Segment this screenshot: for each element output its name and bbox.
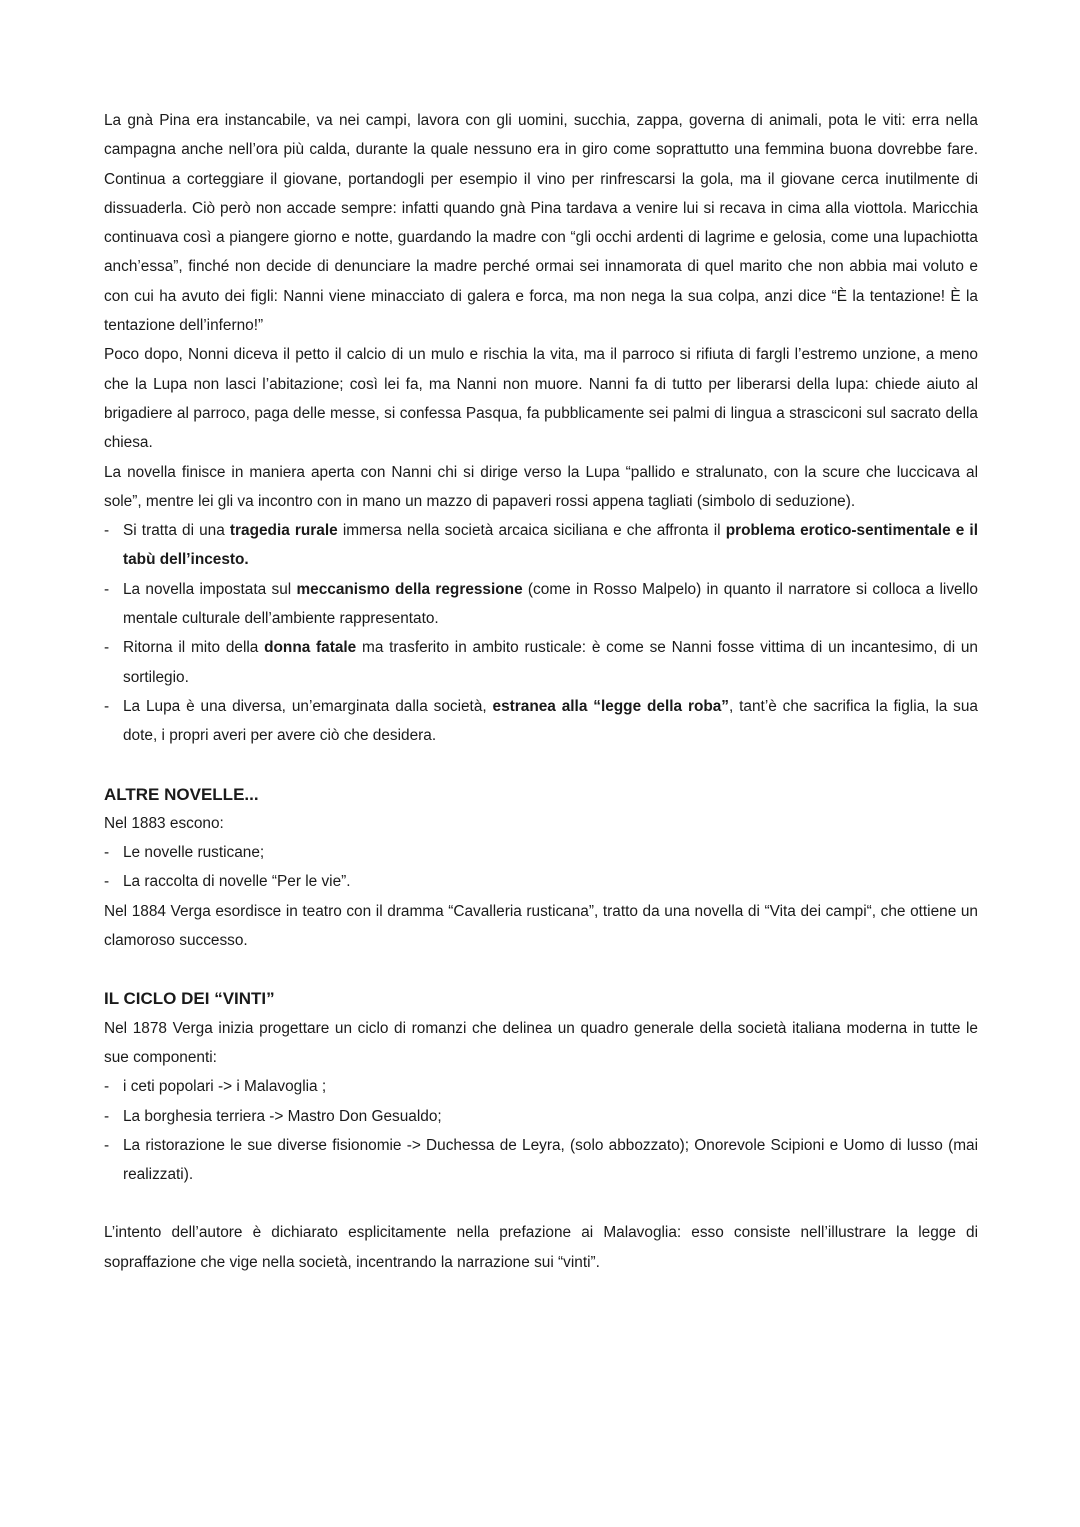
- analysis-list: [104, 516, 978, 750]
- paragraph-gna-pina: La gnà Pina era instancabile, va nei campi, lavora con gli uomini, succhia, zappa, governa di animali, pota le viti: erra nella campagna anche nell’ora più calda, durante la quale nessuno era in giro come soprattutto una femmina buona dovrebbe fare. Continua a corteggiare il giovane, portandogli per esempio il vino per rinfrescarsi la gola, ma il giovane cerca inutilmente di dissuaderla. Ciò però non accade sempre: infatti quando gnà Pina tardava a venire lui si recava in cima alla viottola. Maricchia continuava così a piangere giorno e notte, guardando la madre con “gli occhi ardenti di lagrime e gelosia, come una lupachiotta anch’essa”, finché non decide di denunciare la madre perché ormai sei innamorata di quel marito che non abbia mai voluto e con cui ha avuto dei figli: Nanni viene minacciato di galera e forca, ma non nega la sua colpa, anzi dice “È la tentazione! È la tentazione dell’inferno!”: [104, 112, 978, 335]
- section-gap: [104, 751, 978, 780]
- paragraph-cavalleria-rusticana: Nel 1884 Verga esordisce in teatro con il dramma “Cavalleria rusticana”, tratto da una novella di “Vita dei campi“, che ottiene un clamoroso successo.: [104, 902, 978, 950]
- paragraph-intento-autore: L’intento dell’autore è dichiarato esplicitamente nella prefazione ai Malavoglia: esso consiste nell’illustrare la legge di sopraffazione che vige nella società, incentrando la narrazione sui “vinti”.: [104, 1224, 978, 1271]
- altre-novelle-intro: Nel 1883 escono:: [104, 814, 224, 832]
- list-item: - La Lupa è una diversa, un’emarginata dalla società, estranea alla “legge della roba”, tant’è che sacrifica la figlia, la sua dote, i propri averi per avere ciò che desidera.: [104, 692, 978, 751]
- list-item: - Ritorna il mito della donna fatale ma trasferito in ambito rusticale: è come se Nanni fosse vittima di un incantesimo, di un sortilegio.: [104, 633, 978, 692]
- heading-ciclo-vinti: IL CICLO DEI “VINTI”: [104, 989, 275, 1009]
- ciclo-vinti-intro: Nel 1878 Verga inizia progettare un ciclo di romanzi che delinea un quadro generale della società italiana moderna in tutte le sue componenti:: [104, 1019, 978, 1066]
- list-item: - La raccolta di novelle “Per le vie”.: [104, 867, 978, 896]
- ciclo-vinti-list: [104, 1072, 978, 1189]
- list-item: - La novella impostata sul meccanismo della regressione (come in Rosso Malpelo) in quanto il narratore si colloca a livello mentale culturale dell’ambiente rappresentato.: [104, 575, 978, 634]
- heading-altre-novelle: ALTRE NOVELLE...: [104, 784, 259, 804]
- altre-novelle-list: [104, 838, 978, 897]
- section-gap: [104, 1189, 978, 1218]
- list-item: - La borghesia terriera -> Mastro Don Gesualdo;: [104, 1102, 978, 1131]
- document-page: [104, 106, 978, 1277]
- section-gap: [104, 955, 978, 984]
- list-item: - Si tratta di una tragedia rurale immersa nella società arcaica siciliana e che affronta il problema erotico-sentimentale e il tabù dell’incesto.: [104, 516, 978, 575]
- list-item: - i ceti popolari -> i Malavoglia ;: [104, 1072, 978, 1101]
- list-item: - Le novelle rusticane;: [104, 838, 978, 867]
- list-item: - La ristorazione le sue diverse fisionomie -> Duchessa de Leyra, (solo abbozzato); Onorevole Scipioni e Uomo di lusso (mai realizzati).: [104, 1131, 978, 1190]
- paragraph-nanni-mulo: Poco dopo, Nonni diceva il petto il calcio di un mulo e rischia la vita, ma il parroco si rifiuta di fargli l’estremo unzione, a meno che la Lupa non lasci l’abitazione; così lei fa, ma Nanni non muore. Nanni fa di tutto per liberarsi della lupa: chiede aiuto al brigadiere al parroco, paga delle messe, si confessa Pasqua, fa pubblicamente sei palmi di lingua a strasciconi sul sacrato della chiesa.: [104, 346, 978, 452]
- paragraph-finale-novella: La novella finisce in maniera aperta con Nanni chi si dirige verso la Lupa “pallido e stralunato, con la scure che luccicava al sole”, mentre lei gli va incontro con in mano un mazzo di papaveri rossi appena tagliati (simbolo di seduzione).: [104, 463, 978, 510]
